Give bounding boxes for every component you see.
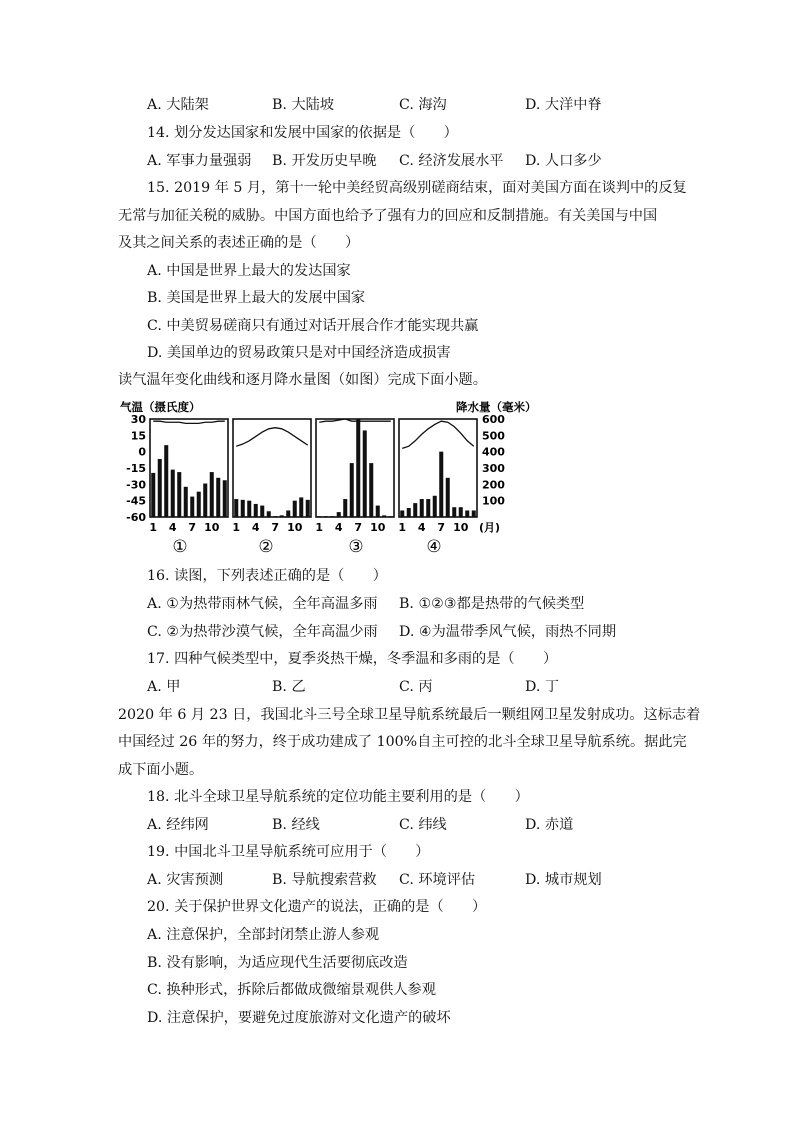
precipitation-bar xyxy=(446,478,450,517)
temperature-tick-label: 15 xyxy=(130,429,146,443)
temperature-tick-label: 30 xyxy=(130,413,146,426)
precipitation-bar xyxy=(407,508,411,517)
climate-charts-figure xyxy=(118,398,538,560)
precipitation-bar xyxy=(210,472,214,517)
precipitation-bar xyxy=(247,501,251,517)
precipitation-bar xyxy=(273,516,277,517)
precipitation-tick-label: 100 xyxy=(482,494,505,508)
q13-option-b: B. 大陆坡 xyxy=(272,97,335,113)
precipitation-bar xyxy=(382,515,386,517)
q15-option-d: D. 美国单边的贸易政策只是对中国经济造成损害 xyxy=(147,345,451,361)
q19-option-c: C. 环境评估 xyxy=(399,872,476,888)
q16-stem: 16. 读图，下列表述正确的是（ ） xyxy=(147,568,387,584)
precipitation-bar xyxy=(376,506,380,517)
precipitation-bar xyxy=(324,516,328,517)
precipitation-bar xyxy=(317,516,321,517)
q16-option-a: A. ①为热带雨林气候，全年高温多雨 xyxy=(147,596,378,612)
q18-option-a: A. 经纬网 xyxy=(147,817,209,833)
q13-option-d: D. 大洋中脊 xyxy=(525,97,602,113)
panel-frame xyxy=(399,419,477,517)
q15-option-c: C. 中美贸易磋商只有通过对话开展合作才能实现共赢 xyxy=(147,318,479,334)
q17-option-d: D. 丁 xyxy=(525,679,560,695)
precipitation-bar xyxy=(177,472,181,517)
q13-option-a: A. 大陆架 xyxy=(147,97,209,113)
month-tick-label: 10 xyxy=(453,521,469,534)
temperature-tick-label: -45 xyxy=(126,494,146,508)
beidou-intro-line-3: 成下面小题。 xyxy=(118,762,204,778)
precipitation-bar xyxy=(216,478,220,517)
q15-option-a: A. 中国是世界上最大的发达国家 xyxy=(147,263,351,279)
precipitation-bar xyxy=(293,501,297,517)
q14-option-d: D. 人口多少 xyxy=(525,153,602,169)
q19-option-b: B. 导航搜索营救 xyxy=(272,872,377,888)
q17-stem: 17. 四种气候类型中，夏季炎热干燥，冬季温和多雨的是（ ） xyxy=(147,651,558,667)
climate-panel xyxy=(316,419,394,517)
precipitation-bar xyxy=(420,499,424,517)
q16-option-c: C. ②为热带沙漠气候，全年高温少雨 xyxy=(147,624,378,640)
month-tick-label: 10 xyxy=(287,521,303,534)
month-tick-label: 4 xyxy=(168,521,177,534)
q20-option-a: A. 注意保护，全部封闭禁止游人参观 xyxy=(147,927,380,943)
precipitation-tick-label: 400 xyxy=(482,445,505,459)
precipitation-bar xyxy=(337,512,341,517)
temperature-tick-label: -15 xyxy=(126,462,146,475)
precipitation-bar xyxy=(369,463,373,517)
month-tick-label: 7 xyxy=(437,521,446,534)
temperature-tick-labels xyxy=(126,413,146,524)
temperature-tick-label: -60 xyxy=(126,511,146,524)
month-tick-labels xyxy=(149,521,500,534)
precipitation-bar xyxy=(433,496,437,517)
precipitation-bar xyxy=(439,452,443,517)
q20-option-d: D. 注意保护，要避免过度旅游对文化遗产的破坏 xyxy=(147,1010,451,1026)
precipitation-bar xyxy=(472,510,476,517)
q16-option-b: B. ①②③都是热带的气候类型 xyxy=(399,596,585,612)
climate-panels xyxy=(150,419,477,517)
q19-stem: 19. 中国北斗卫星导航系统可应用于（ ） xyxy=(147,844,430,860)
month-tick-label: 1 xyxy=(398,521,407,534)
precipitation-tick-label: 500 xyxy=(482,429,505,443)
precipitation-bar xyxy=(459,507,463,517)
q17-option-c: C. 丙 xyxy=(399,679,433,695)
precipitation-bar xyxy=(465,510,469,517)
precipitation-bar xyxy=(171,470,175,517)
temperature-axis-title: 气温（摄氏度） xyxy=(120,400,201,414)
panel-labels xyxy=(172,537,441,557)
precipitation-bar xyxy=(330,516,334,517)
climate-panel xyxy=(233,419,311,517)
temperature-tick-label: 0 xyxy=(138,445,146,459)
month-unit-label: (月) xyxy=(479,521,501,534)
q18-stem: 18. 北斗全球卫星导航系统的定位功能主要利用的是（ ） xyxy=(147,789,529,805)
q20-option-c: C. 换种形式，拆除后都做成微缩景观供人参观 xyxy=(147,982,436,998)
precipitation-axis-title: 降水量（毫米） xyxy=(456,400,537,414)
figure-intro: 读气温年变化曲线和逐月降水量图（如图）完成下面小题。 xyxy=(118,372,487,388)
precipitation-bar xyxy=(158,459,162,517)
temperature-tick-label: -30 xyxy=(126,478,146,492)
precipitation-bar xyxy=(413,503,417,517)
panel-label: ② xyxy=(258,537,274,557)
panel-frame xyxy=(316,419,394,517)
month-tick-label: 10 xyxy=(204,521,220,534)
month-tick-label: 7 xyxy=(354,521,363,534)
precipitation-bar xyxy=(400,510,404,517)
climate-panel xyxy=(150,419,228,517)
month-tick-label: 7 xyxy=(188,521,197,534)
precipitation-bar xyxy=(299,497,303,517)
q14-stem: 14. 划分发达国家和发展中国家的依据是（ ） xyxy=(147,125,458,141)
precipitation-tick-label: 200 xyxy=(482,478,505,492)
precipitation-tick-label: 300 xyxy=(482,462,505,475)
beidou-intro-line-2: 中国经过 26 年的努力，终于成功建成了 100%自主可控的北斗全球卫星导航系统。据此完 xyxy=(118,734,687,750)
month-tick-label: 10 xyxy=(370,521,386,534)
precipitation-bar xyxy=(223,480,227,517)
q20-option-b: B. 没有影响，为适应现代生活要彻底改造 xyxy=(147,955,408,971)
panel-label: ① xyxy=(172,537,188,557)
precipitation-tick-labels xyxy=(482,413,505,508)
q17-option-a: A. 甲 xyxy=(147,679,181,695)
precipitation-bar xyxy=(280,515,284,517)
precipitation-bar xyxy=(241,500,245,517)
precipitation-bar xyxy=(254,504,258,517)
q18-option-d: D. 赤道 xyxy=(525,817,574,833)
q15-option-b: B. 美国是世界上最大的发展中国家 xyxy=(147,290,366,306)
precipitation-bar xyxy=(343,499,347,517)
precipitation-bar xyxy=(363,430,367,517)
precipitation-bar xyxy=(452,507,456,517)
q19-option-a: A. 灾害预测 xyxy=(147,872,224,888)
precipitation-bar xyxy=(234,499,238,517)
q20-stem: 20. 关于保护世界文化遗产的说法，正确的是（ ） xyxy=(147,899,487,915)
q18-option-c: C. 纬线 xyxy=(399,817,447,833)
precipitation-bar xyxy=(426,499,430,517)
precipitation-bar xyxy=(190,497,194,517)
precipitation-bar xyxy=(389,516,393,517)
precipitation-tick-label: 600 xyxy=(482,413,505,426)
q15-line-3: 及其之间关系的表述正确的是（ ） xyxy=(118,235,360,251)
precipitation-bar xyxy=(164,445,168,517)
month-tick-label: 1 xyxy=(149,521,158,534)
beidou-intro-line-1: 2020 年 6 月 23 日，我国北斗三号全球卫星导航系统最后一颗组网卫星发射成功。这标志着 xyxy=(118,707,701,723)
precipitation-bar xyxy=(306,500,310,517)
q14-option-b: B. 开发历史早晚 xyxy=(272,153,377,169)
month-tick-label: 1 xyxy=(232,521,241,534)
precipitation-bar xyxy=(203,484,207,517)
q16-option-d: D. ④为温带季风气候，雨热不同期 xyxy=(399,624,617,640)
precipitation-bar xyxy=(260,506,264,517)
month-tick-label: 4 xyxy=(334,521,343,534)
q18-option-b: B. 经线 xyxy=(272,817,320,833)
precipitation-bar xyxy=(267,511,271,517)
q15-line-1: 15. 2019 年 5 月，第十一轮中美经贸高级别磋商结束，面对美国方面在谈判中的反复 xyxy=(147,180,687,196)
precipitation-bar xyxy=(151,473,155,517)
q13-option-c: C. 海沟 xyxy=(399,97,447,113)
month-tick-label: 1 xyxy=(315,521,324,534)
panel-label: ④ xyxy=(426,537,442,557)
q15-line-2: 无常与加征关税的威胁。中国方面也给予了强有力的回应和反制措施。有关美国与中国 xyxy=(118,208,658,224)
month-tick-label: 7 xyxy=(271,521,280,534)
precipitation-bar xyxy=(286,510,290,517)
precipitation-bar xyxy=(197,492,201,517)
month-tick-label: 4 xyxy=(251,521,260,534)
precipitation-bar xyxy=(184,487,188,517)
precipitation-bar xyxy=(356,419,360,517)
precipitation-bar xyxy=(350,463,354,517)
panel-label: ③ xyxy=(348,537,364,557)
q19-option-d: D. 城市规划 xyxy=(525,872,602,888)
month-tick-label: 4 xyxy=(417,521,426,534)
q17-option-b: B. 乙 xyxy=(272,679,306,695)
q14-option-a: A. 军事力量强弱 xyxy=(147,153,252,169)
q14-option-c: C. 经济发展水平 xyxy=(399,153,504,169)
climate-panel xyxy=(399,419,477,517)
